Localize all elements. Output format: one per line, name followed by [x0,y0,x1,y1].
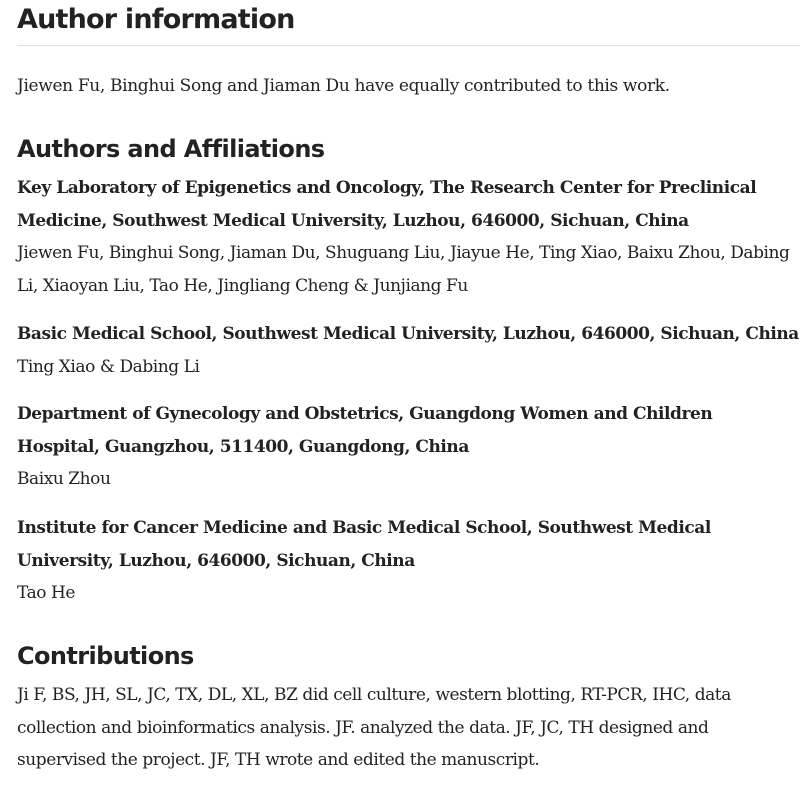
affiliation-authors: Tao He [17,583,75,603]
affiliation-item [17,172,800,302]
affiliation-name: Institute for Cancer Medicine and Basic Medical School, Southwest Medical University, Luzhou, 646000, Sichuan, China [17,518,711,571]
equal-contribution-note: Jiewen Fu, Binghui Song and Jiaman Du have equally contributed to this work. [17,76,670,96]
affiliation-name: Basic Medical School, Southwest Medical University, Luzhou, 646000, Sichuan, China [17,324,799,344]
affiliation-item [17,512,800,610]
section-title: Author information [17,4,295,35]
section-divider [17,45,800,46]
affiliation-item [17,318,800,383]
affiliation-authors: Ting Xiao & Dabing Li [17,356,200,377]
affiliation-authors: Jiewen Fu, Binghui Song, Jiaman Du, Shuguang Liu, Jiayue He, Ting Xiao, Baixu Zhou, Dabing Li, Xiaoyan Liu, Tao He, Jingliang Cheng & Junjiang Fu [17,243,790,296]
contributions-heading: Contributions [17,642,194,670]
affiliation-name: Department of Gynecology and Obstetrics, Guangdong Women and Children Hospital, Guangzhou, 511400, Guangdong, China [17,404,713,457]
affiliation-authors: Baixu Zhou [17,469,111,489]
affiliation-name: Key Laboratory of Epigenetics and Oncology, The Research Center for Preclinical Medicine, Southwest Medical University, Luzhou, 646000, Sichuan, China [17,178,757,231]
contributions-text: Ji F, BS, JH, SL, JC, TX, DL, XL, BZ did cell culture, western blotting, RT-PCR, IHC, data collection and bioinformatics analysis. JF. analyzed the data. JF, JC, TH designed and supervised the project. JF, TH wrote and edited the manuscript. [17,685,731,770]
affiliation-item [17,398,800,496]
affiliations-heading: Authors and Affiliations [17,135,325,163]
